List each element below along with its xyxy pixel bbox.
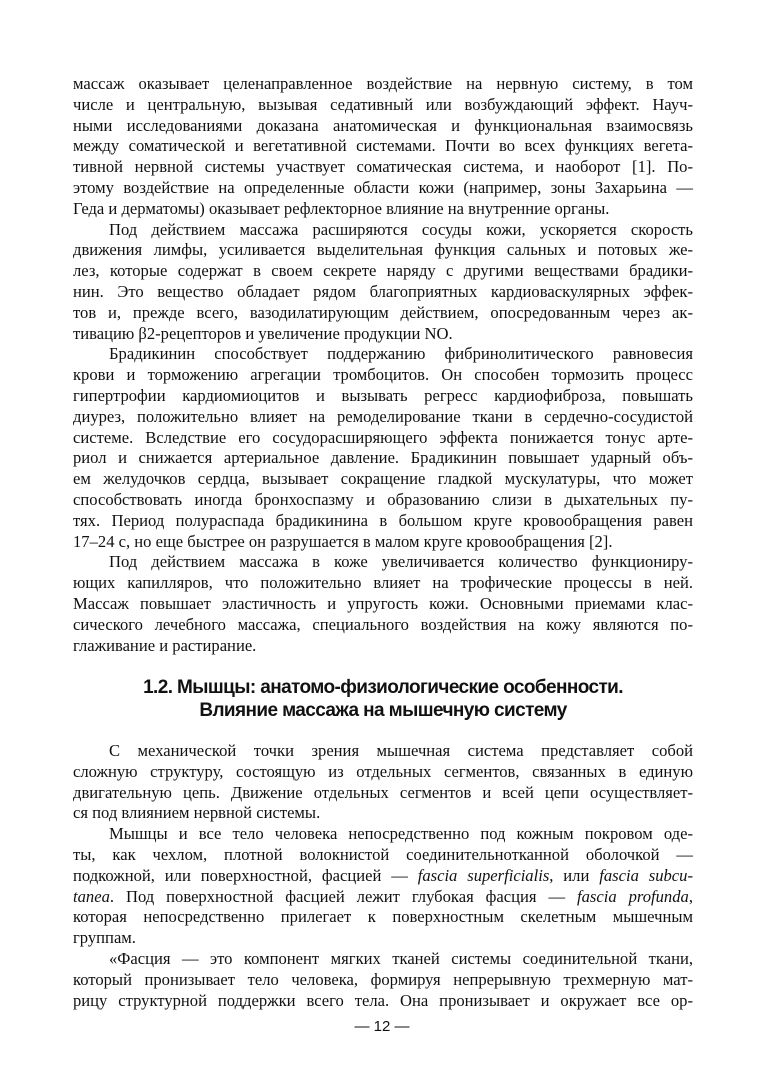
text-line: Брадикинин способствует поддержанию фибринолитического равновесия — [109, 344, 693, 364]
text-line: который пронизывает тело человека, формируя непрерывную трехмерную мат- — [73, 969, 693, 989]
text-line: ся под влиянием нервной системы. — [73, 803, 321, 823]
section-heading — [73, 676, 693, 722]
text-line: ем желудочков сердца, вызывает сокращение гладкой мускулатуры, что может — [73, 469, 693, 489]
section-heading-line-2: Влияние массажа на мышечную систему — [199, 700, 567, 721]
text-line: между соматической и вегетативной системами. Почти во всех функциях вегета- — [73, 136, 693, 156]
text-line: системе. Вследствие его сосудорасширяющего эффекта понижается тонус арте- — [73, 427, 693, 447]
latin-term: fascia profunda — [577, 886, 689, 906]
text-line: Массаж повышает эластичность и упругость кожи. Основными приемами клас- — [73, 593, 693, 613]
latin-term: fascia subcu- — [599, 865, 693, 885]
text-line: способствовать иногда бронхоспазму и образованию слизи в дыхательных пу- — [73, 489, 693, 509]
text-line: ты, как чехлом, плотной волокнистой соединительнотканной оболочкой — — [73, 844, 693, 864]
latin-term: fascia superficialis — [417, 865, 550, 885]
text-line: числе и центральную, вызывая седативный или возбуждающий эффект. Науч- — [73, 94, 693, 114]
text-line: лез, которые содержат в своем секрете наряду с другими веществами брадики- — [73, 261, 693, 281]
text-line: Геда и дерматомы) оказывает рефлекторное влияние на внутренние органы. — [73, 198, 610, 218]
text-line: гипертрофии кардиомиоцитов и вызывать регресс кардиофиброза, повышать — [73, 385, 693, 405]
text-line: Под действием массажа в коже увеличивается количество функциониру- — [109, 552, 693, 572]
text-line: С механической точки зрения мышечная система представляет собой — [109, 741, 693, 760]
text-line: ными исследованиями доказана анатомическая и функциональная взаимосвязь — [73, 115, 693, 135]
text-line: Мышцы и все тело человека непосредственно под кожным покровом оде- — [109, 824, 693, 844]
text-line: нин. Это вещество обладает рядом благоприятных кардиоваскулярных эффек- — [73, 281, 693, 301]
text-line: двигательную цепь. Движение отдельных сегментов и всей цепи осуществляет- — [73, 782, 693, 802]
text-line: сложную структуру, состоящую из отдельных сегментов, связанных в единую — [73, 761, 693, 781]
text-line: 17–24 с, но еще быстрее он разрушается в малом круге кровообращения [2]. — [73, 531, 613, 551]
text-line-mixed: подкожной, или поверхностной, фасцией — fascia superficialis, или fascia subcu- — [73, 865, 693, 885]
page-number: — 12 — — [354, 1018, 410, 1035]
text-line: Под действием массажа расширяются сосуды кожи, ускоряется скорость — [109, 219, 693, 239]
text-line: сического лечебного массажа, специального воздействия на кожу являются по- — [73, 614, 693, 634]
section-heading-line-1: 1.2. Мышцы: анатомо-физиологические особенности. — [143, 677, 623, 698]
text-line: рицу структурной поддержки всего тела. Она пронизывает и окружает все ор- — [73, 990, 693, 1010]
text-line: «Фасция — это компонент мягких тканей системы соединительной ткани, — [109, 948, 693, 968]
text-line: тов и, прежде всего, вазодилатирующим действием, опосредованным через ак- — [73, 302, 693, 322]
text-line: ющих капилляров, что положительно влияет на трофические процессы в ней. — [73, 573, 693, 593]
text-line: тивной нервной системы участвует соматическая система, и наоборот [1]. По- — [73, 157, 693, 177]
text-line: группам. — [73, 928, 136, 948]
text-line: движения лимфы, усиливается выделительная функция сальных и потовых же- — [73, 240, 693, 260]
text-line: глаживание и растирание. — [73, 635, 257, 655]
body-text-top — [73, 74, 693, 656]
text-line: тивацию β2-рецепторов и увеличение продукции NO. — [73, 323, 453, 343]
text-line: которая непосредственно прилегает к поверхностным скелетным мышечным — [73, 907, 693, 927]
text-line-mixed: tanea. Под поверхностной фасцией лежит глубокая фасция — fascia profunda, — [73, 886, 693, 906]
text-line: диурез, положительно влияет на ремоделирование ткани в сердечно-сосудистой — [73, 406, 693, 426]
text-line: риол и снижается артериальное давление. Брадикинин повышает ударный объ- — [73, 448, 693, 468]
text-line: массаж оказывает целенаправленное воздействие на нервную систему, в том — [73, 74, 693, 93]
text-line: тях. Период полураспада брадикинина в большом круге кровообращения равен — [73, 510, 693, 530]
text-line: этому воздействие на определенные области кожи (например, зоны Захарьина — — [73, 177, 693, 197]
latin-term: tanea — [73, 886, 110, 906]
text-line: крови и торможению агрегации тромбоцитов. Он способен тормозить процесс — [73, 365, 693, 385]
body-text-bottom — [73, 741, 693, 1011]
